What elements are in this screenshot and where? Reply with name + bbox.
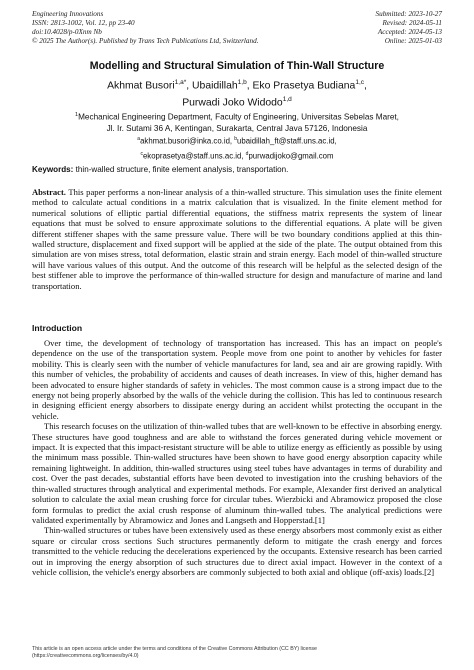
email-sup: a (137, 136, 141, 142)
paper-title: Modelling and Structural Simulation of Thin-Wall Structure (89, 60, 385, 72)
license-url[interactable]: (https://creativecommons.org/licenses/by/4.0) (32, 653, 139, 659)
email-sup: b (234, 136, 238, 142)
body-paragraph: Over time, the development of technology of transportation has increased. This has an impact on people's dependence on the use of the transportation system. People move from one point to another by vehicles for faster mobility. This is clearly seen with the number of vehicle manufactures for land, sea and air are growing rapidly. With this number of vehicles, the probability of accidents and causes of death increases. In view of this, higher demand has been advocated to ensure higher standards of safety in vehicles. The most common cause is a strong impact due to the energy not being properly absorbed by the walls of the vehicle during the collision. This has led to continuous research in designing efficient energy absorbers to dissipate energy during an accident whilst protecting the occupant in the vehicle. (32, 338, 442, 421)
author-affil-sup: 1,c (355, 79, 364, 86)
journal-issn: ISSN: 2813-1002, Vol. 12, pp 23-40 (32, 19, 135, 27)
affiliation-sup: 1 (75, 112, 79, 118)
author-name: Akhmat Busori (107, 80, 175, 92)
journal-name: Engineering Innovations (32, 10, 104, 18)
email-sup: d (245, 150, 249, 157)
introduction-body (32, 338, 442, 577)
journal-doi: doi:10.4028/p-0Xnm Nb (32, 28, 102, 36)
author-name: Eko Prasetya Budiana (252, 80, 356, 92)
license-footer (32, 646, 442, 660)
email-sup: c (140, 150, 143, 157)
affiliation (32, 110, 442, 134)
email-link[interactable]: ekoprasetya@staff.uns.ac.id (142, 151, 242, 161)
section-heading-introduction: Introduction (32, 323, 83, 333)
license-text: This article is an open access article under the terms and conditions of the Creative Commons Attribution (CC BY) license (32, 646, 317, 652)
date-online: Online: 2025-01-03 (384, 37, 442, 45)
keywords-text: thin-walled structure, finite element analysis, transportation. (75, 165, 289, 174)
author-emails: $^a$akhmat.busori@inka.co.id, $^b$ubaidillah_ft@staff.uns.ac.id, $^c$ekoprasetya@staff.uns.ac.id, $^d$purwadijoko@gmail.com (137, 136, 337, 161)
journal-info (32, 10, 259, 46)
author-affil-sup: 1,d (282, 96, 292, 104)
email-link[interactable]: ubaidillah_ft@staff.uns.ac.id (237, 136, 335, 146)
author-name: Purwadi Joko Widodo (182, 97, 283, 109)
date-accepted: Accepted: 2024-05-13 (377, 28, 442, 36)
affiliation-line: Jl. Ir. Sutami 36 A, Kentingan, Surakarta, Central Java 57126, Indonesia (106, 123, 368, 133)
affiliation-line: Mechanical Engineering Department, Faculty of Engineering, Universitas Sebelas Maret, (78, 112, 399, 122)
submission-dates (376, 10, 442, 46)
date-revised: Revised: 2024-05-11 (382, 19, 442, 27)
keywords-label: Keywords: (32, 165, 74, 174)
keywords (32, 165, 442, 174)
journal-copyright: © 2025 The Author(s). Published by Trans Tech Publications Ltd, Switzerland. (32, 37, 259, 45)
date-submitted: Submitted: 2023-10-27 (375, 10, 442, 18)
author-name: Ubaidillah (192, 80, 238, 92)
author-affil-sup: 1,b (237, 79, 247, 86)
body-paragraph: Thin-walled structures or tubes have been extensively used as these energy absorbers most commonly exist as either square or circular cross sections Such structures permanently deform to mitigate the crash energy and forces transmitted to the vehicle reducing the decelerations experienced by the occupants. Extensive research has been carried out in improving the energy absorption of such structures due to direct axial impact. However in the context of a vehicle collision, the vehicle's energy absorbers are commonly subjected to both axial and oblique (off-axis) loads.[2] (32, 525, 442, 577)
body-paragraph: This research focuses on the utilization of thin-walled tubes that are well-known to be effective in absorbing energy. These structures have good toughness and are able to withstand the forces generated during vehicle movement or impact. It is expected that this impact-resistant structure will be able to utilize energy as efficiently as possible by using the minimum mass possible. Thin-walled structures have been shown to have good energy absorption capacity while remaining lightweight. In addition, thin-walled structures using steel tubes have advantages in terms of durability and cost. Over the past decades, substantial efforts have been devoted to investigation into the crushing behaviors of the thin-walled structures through analytical and experimental methods. For example, Alexander first derived an analytical solution to calculate the axial mean crushing force for circular tubes. Wierzbicki and Abramowicz proposed the close form formulas to predict the axial crush response of aluminum thin-walled tubes. The analytical predictions were validated experimentally by Abramowicz and Jones and Langseth and Hopperstad.[1] (32, 421, 442, 525)
email-link[interactable]: purwadijoko@gmail.com (248, 151, 334, 161)
author-affil-sup: 1,a* (174, 79, 187, 86)
abstract-text: This paper performs a non-linear analysis of a thin-walled structure. This simulation uses the finite element method to calculate actual conditions in a matrix calculation that is visualized. In the finite element method for numerical solutions of elliptic partial differential equations, the stiffness matrix represents the system of linear equations that must be solved to ensure approximate solutions to the differential equations. A plate will be given different stiffener shapes with the same pressure value. There will be two boundary conditions applied at this thin-walled structure, displacement and fixed support will be applied at the side of the plate. The output obtained from this simulation are von mises stress, total deformation, elastic strain and strain energy. Each model of thin-walled structure will have various values of this output. And the outcome of this research will be helpful as the selected design of the best stiffener able to improve the performance of thin-walled structure for design and manufacture of marine and land transportation. (32, 187, 442, 291)
abstract-label: Abstract. (32, 187, 66, 197)
abstract (32, 187, 442, 291)
email-link[interactable]: akhmat.busori@inka.co.id (140, 136, 230, 146)
author-list: Akhmat Busori$^{1,a*}$, Ubaidillah$^{1,b}$, Eko Prasetya Budiana$^{1,c}$, Purwadi Joko Widodo$^{1,d}$ (107, 79, 367, 109)
